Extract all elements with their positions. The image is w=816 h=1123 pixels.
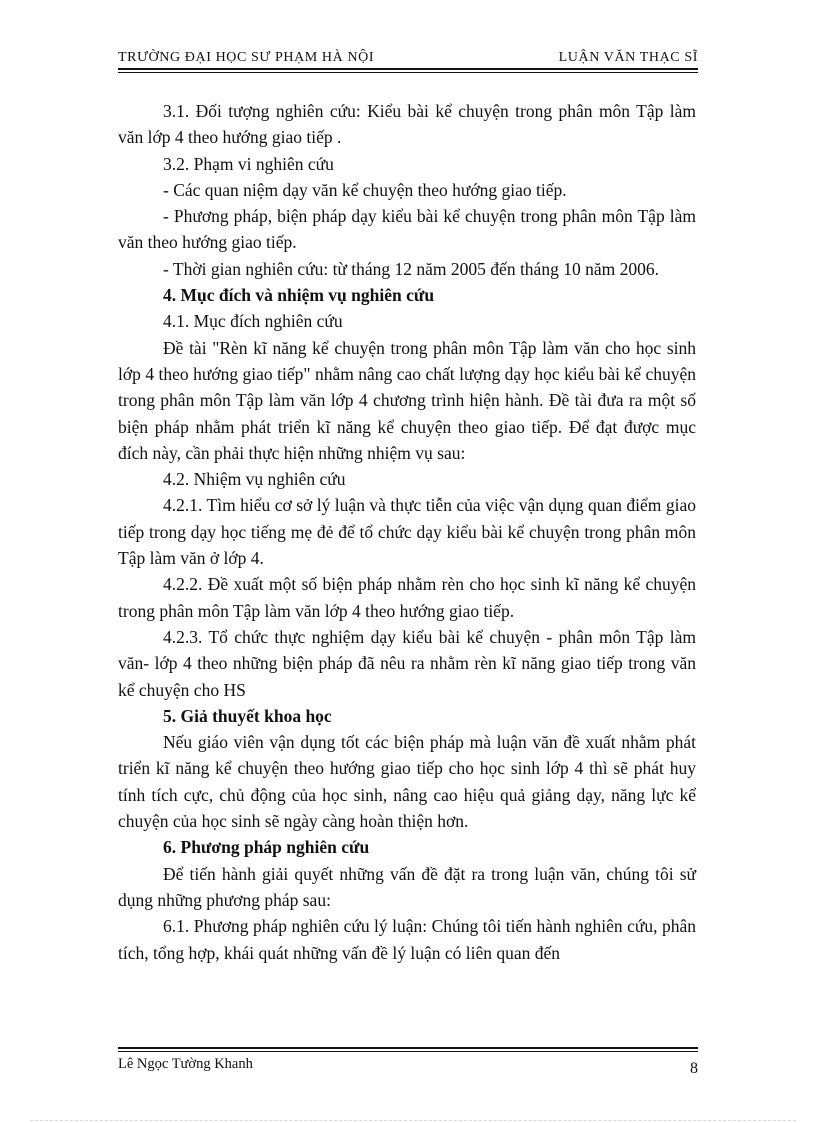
paragraph-methods-intro: Để tiến hành giải quyết những vấn đề đặt ra trong luận văn, chúng tôi sử dụng những phương pháp sau:	[118, 863, 696, 910]
paragraph-3-2: 3.2. Phạm vi nghiên cứu	[163, 153, 334, 174]
section-heading-5: 5. Giả thuyết khoa học	[163, 705, 332, 726]
page-bottom-divider	[30, 1120, 796, 1121]
paragraph-hypothesis: Nếu giáo viên vận dụng tốt các biện pháp mà luận văn đề xuất nhằm phát triển kĩ năng kể chuyện theo hướng giao tiếp cho học sinh lớp 4 thì sẽ phát huy tính tích cực, chủ động của học sinh, nâng cao hiệu quả giảng dạy, năng lực kể chuyện của học sinh sẽ ngày càng hoàn thiện hơn.	[118, 732, 696, 832]
page-header	[118, 50, 698, 68]
footer-rule-thick	[118, 1047, 698, 1049]
paragraph-4-2-1: 4.2.1. Tìm hiểu cơ sở lý luận và thực tiễn của việc vận dụng quan điểm giao tiếp trong dạy học tiếng mẹ đẻ để tổ chức dạy kiểu bài kể chuyện trong phân môn Tập làm văn ở lớp 4.	[118, 495, 696, 569]
paragraph-scope-time: - Thời gian nghiên cứu: từ tháng 12 năm 2005 đến tháng 10 năm 2006.	[163, 258, 659, 279]
header-thesis-type: LUẬN VĂN THẠC SĨ	[558, 50, 698, 65]
paragraph-3-1: 3.1. Đối tượng nghiên cứu: Kiểu bài kể chuyện trong phân môn Tập làm văn lớp 4 theo hướng giao tiếp .	[118, 101, 696, 148]
paragraph-purpose: Đề tài "Rèn kĩ năng kể chuyện trong phân môn Tập làm văn cho học sinh lớp 4 theo hướng giao tiếp" nhằm nâng cao chất lượng dạy học kiểu bài kể chuyện trong phân môn Tập làm văn lớp 4 chương trình hiện hành. Đề tài đưa ra một số biện pháp nhằm phát triển kĩ năng kể chuyện theo giao tiếp. Để đạt được mục đích này, cần phải thực hiện những nhiệm vụ sau:	[118, 337, 696, 463]
footer-rule-thin	[118, 1051, 698, 1052]
header-university: TRƯỜNG ĐẠI HỌC SƯ PHẠM HÀ NỘI	[118, 50, 375, 65]
paragraph-scope-views: - Các quan niệm dạy văn kể chuyện theo hướng giao tiếp.	[163, 179, 567, 200]
header-rule-thick	[118, 68, 698, 70]
paragraph-4-2-3: 4.2.3. Tổ chức thực nghiệm dạy kiểu bài kể chuyện - phân môn Tập làm văn- lớp 4 theo những biện pháp đã nêu ra nhằm rèn kĩ năng giao tiếp trong văn kể chuyện cho HS	[118, 626, 696, 700]
section-heading-6: 6. Phương pháp nghiên cứu	[163, 837, 370, 858]
page-footer	[118, 1056, 698, 1076]
header-rule-thin	[118, 72, 698, 73]
paragraph-6-1: 6.1. Phương pháp nghiên cứu lý luận: Chúng tôi tiến hành nghiên cứu, phân tích, tổng hợp, khái quát những vấn đề lý luận có liên quan đến	[118, 916, 696, 963]
paragraph-scope-methods: - Phương pháp, biện pháp dạy kiểu bài kể chuyện trong phân môn Tập làm văn theo hướng giao tiếp.	[118, 206, 696, 253]
page-body	[118, 98, 696, 966]
paragraph-4-2: 4.2. Nhiệm vụ nghiên cứu	[163, 469, 346, 490]
paragraph-4-1: 4.1. Mục đích nghiên cứu	[163, 311, 343, 332]
section-heading-4: 4. Mục đích và nhiệm vụ nghiên cứu	[163, 285, 435, 306]
paragraph-4-2-2: 4.2.2. Đề xuất một số biện pháp nhằm rèn cho học sinh kĩ năng kể chuyện trong phân môn Tập làm văn lớp 4 theo hướng giao tiếp.	[118, 574, 696, 621]
footer-author: Lê Ngọc Tường Khanh	[118, 1056, 253, 1072]
page-number: 8	[690, 1060, 698, 1077]
